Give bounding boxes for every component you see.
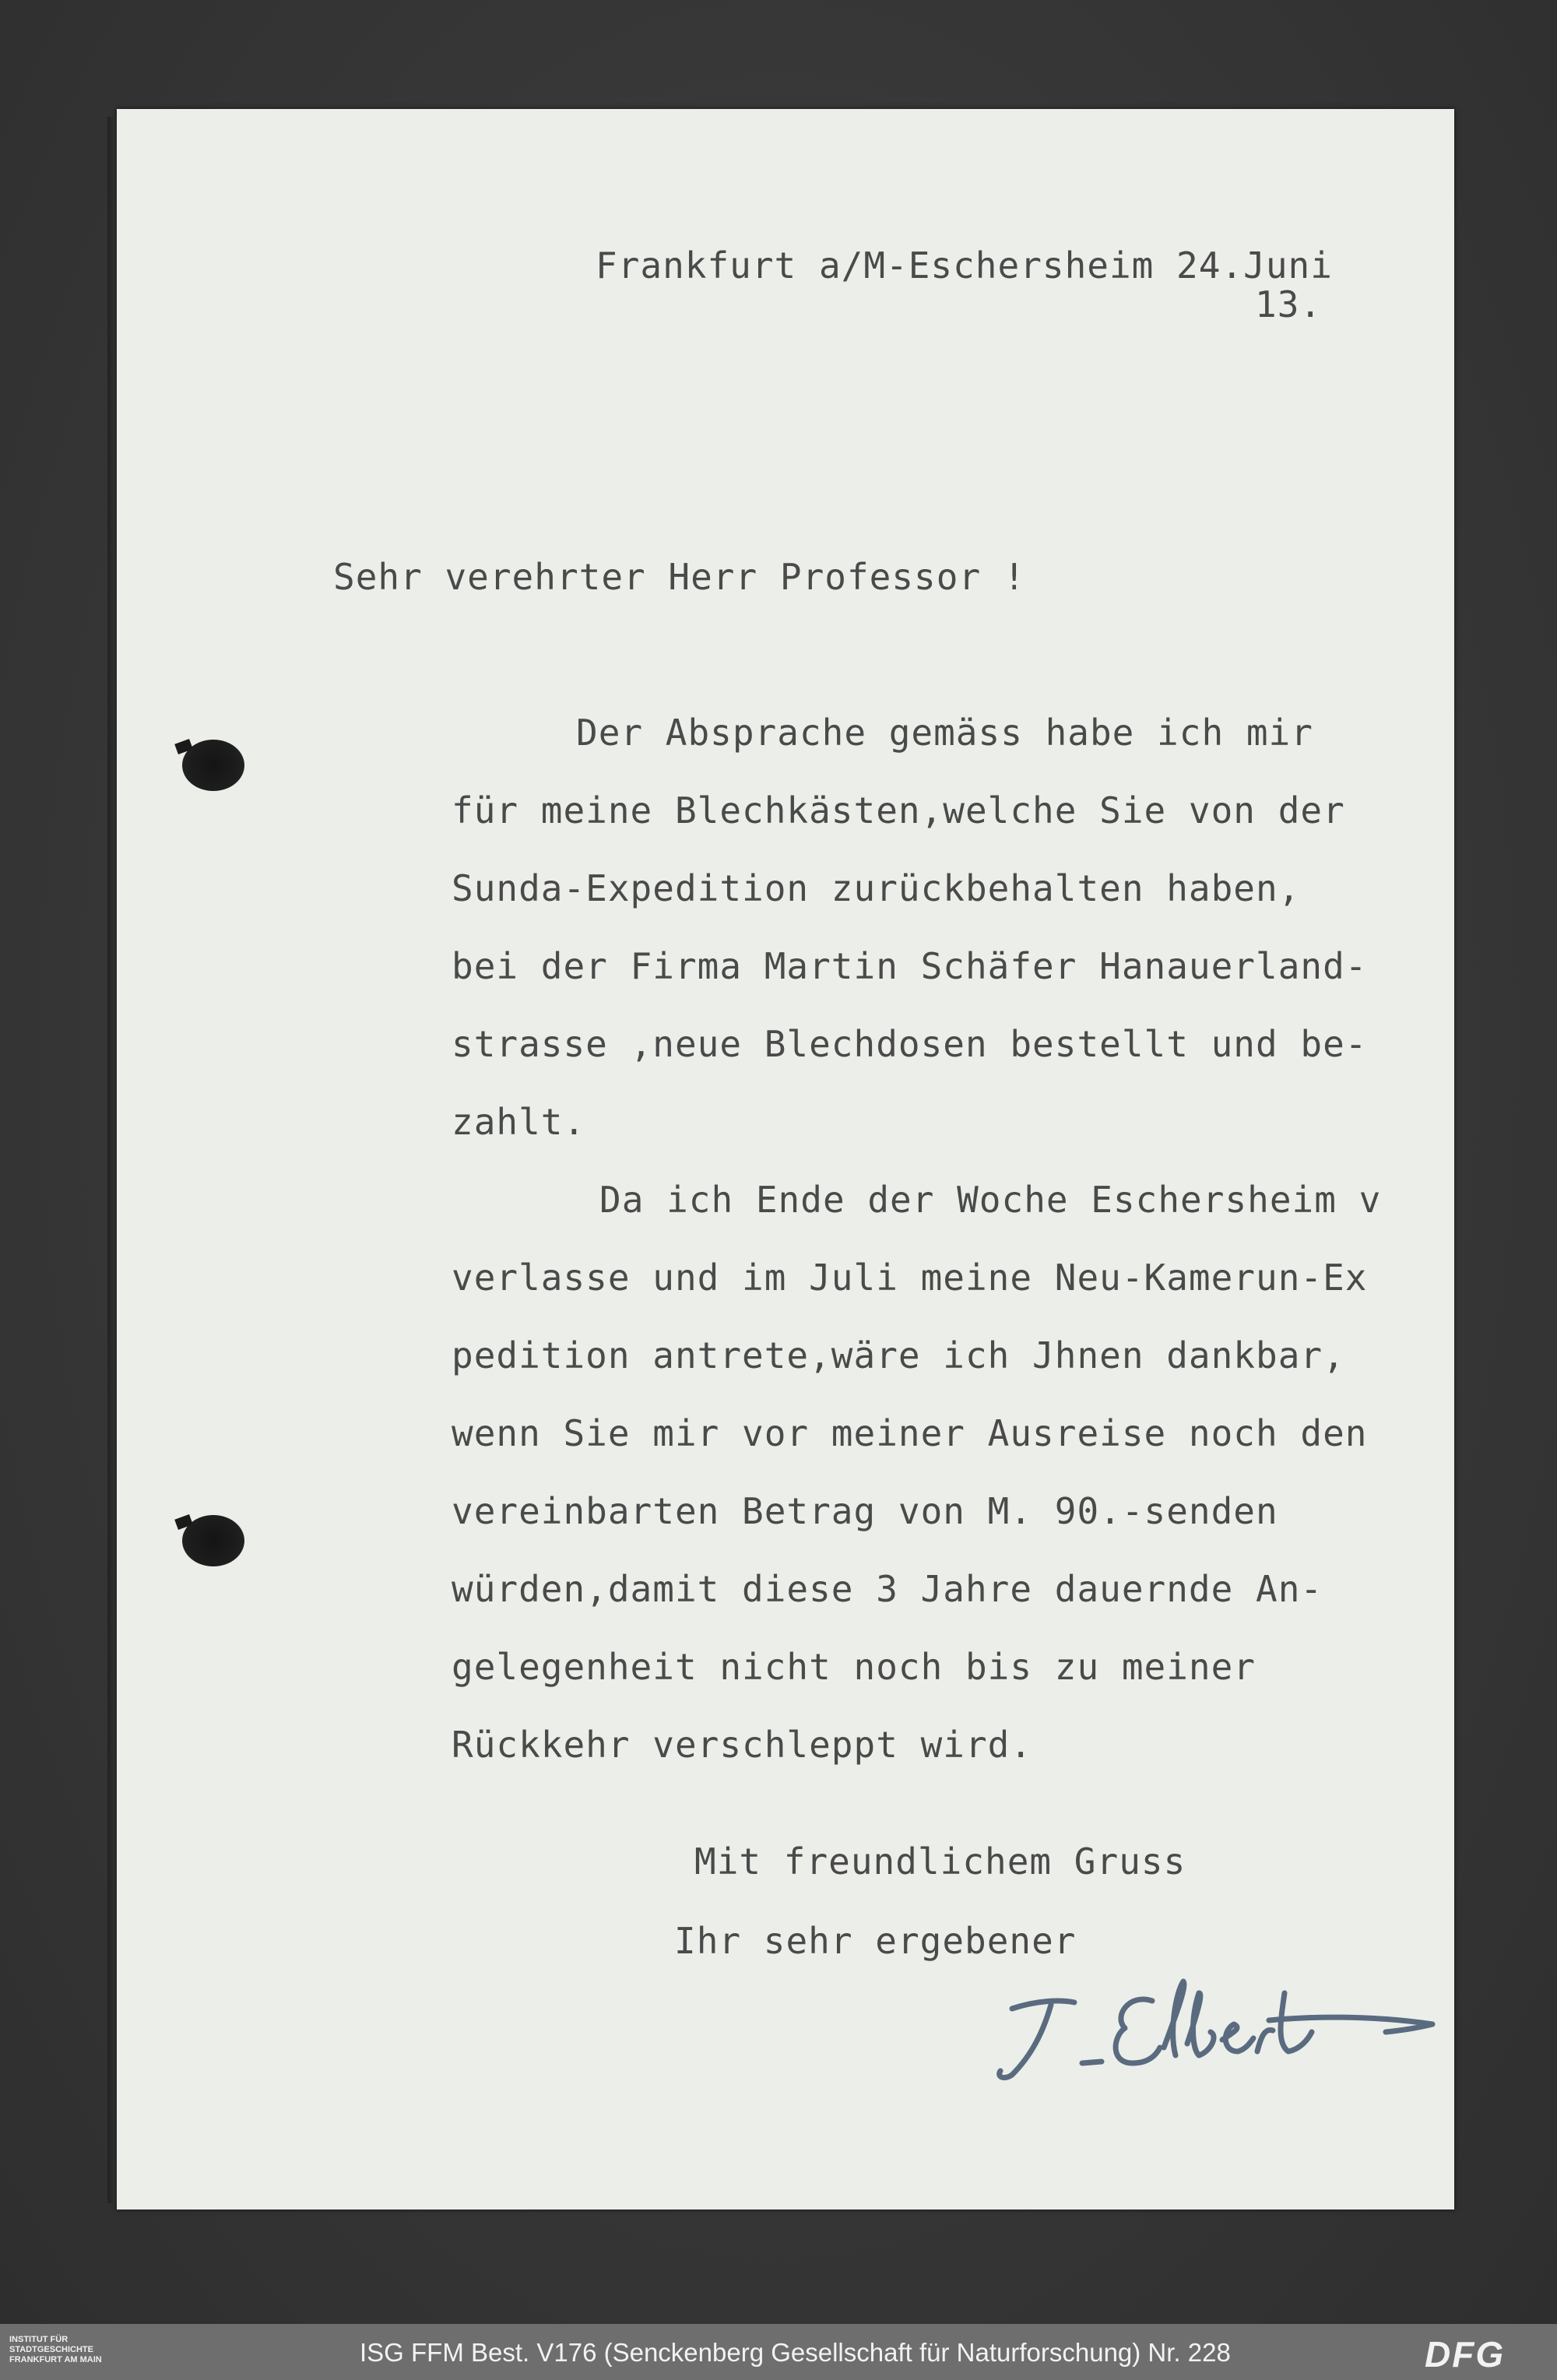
body-line: strasse ,neue Blechdosen bestellt und be- [452, 1023, 1368, 1065]
body-line: für meine Blechkästen,welche Sie von der [452, 789, 1345, 831]
date-year: 13. [1255, 283, 1323, 325]
closing-greeting: Mit freundlichem Gruss [694, 1840, 1186, 1883]
body-line: bei der Firma Martin Schäfer Hanauerland- [452, 945, 1368, 987]
body-line: würden,damit diese 3 Jahre dauernde An- [452, 1568, 1323, 1610]
punch-hole-top [182, 740, 244, 791]
body-line: pedition antrete,wäre ich Jhnen dankbar, [452, 1334, 1345, 1376]
body-line: gelegenheit nicht noch bis zu meiner [452, 1646, 1256, 1688]
letter-sheet [117, 109, 1454, 2209]
punch-hole-bottom [182, 1515, 244, 1566]
dfg-logo: DFG [1425, 2334, 1506, 2375]
body-line: Sunda-Expedition zurückbehalten haben, [452, 867, 1301, 909]
place-date: Frankfurt a/M-Eschersheim 24.Juni [596, 244, 1333, 287]
body-line: Da ich Ende der Woche Eschersheim v [599, 1179, 1382, 1221]
body-line: zahlt. [452, 1101, 586, 1143]
body-line: verlasse und im Juli meine Neu-Kamerun-Ex [452, 1257, 1368, 1299]
body-line: Der Absprache gemäss habe ich mir [576, 712, 1313, 754]
salutation: Sehr verehrter Herr Professor ! [333, 556, 1026, 598]
archive-caption: ISG FFM Best. V176 (Senckenberg Gesellschaft für Naturforschung) Nr. 228 [360, 2338, 1231, 2367]
institution-logo: INSTITUT FÜR STADTGESCHICHTE FRANKFURT AM MAIN [9, 2335, 102, 2364]
body-line: vereinbarten Betrag von M. 90.-senden [452, 1490, 1278, 1532]
body-line: wenn Sie mir vor meiner Ausreise noch den [452, 1412, 1368, 1454]
archive-footer [0, 2324, 1557, 2380]
handwritten-signature [965, 1946, 1448, 2102]
closing-signoff: Ihr sehr ergebener [674, 1920, 1077, 1962]
body-line: Rückkehr verschleppt wird. [452, 1724, 1033, 1766]
